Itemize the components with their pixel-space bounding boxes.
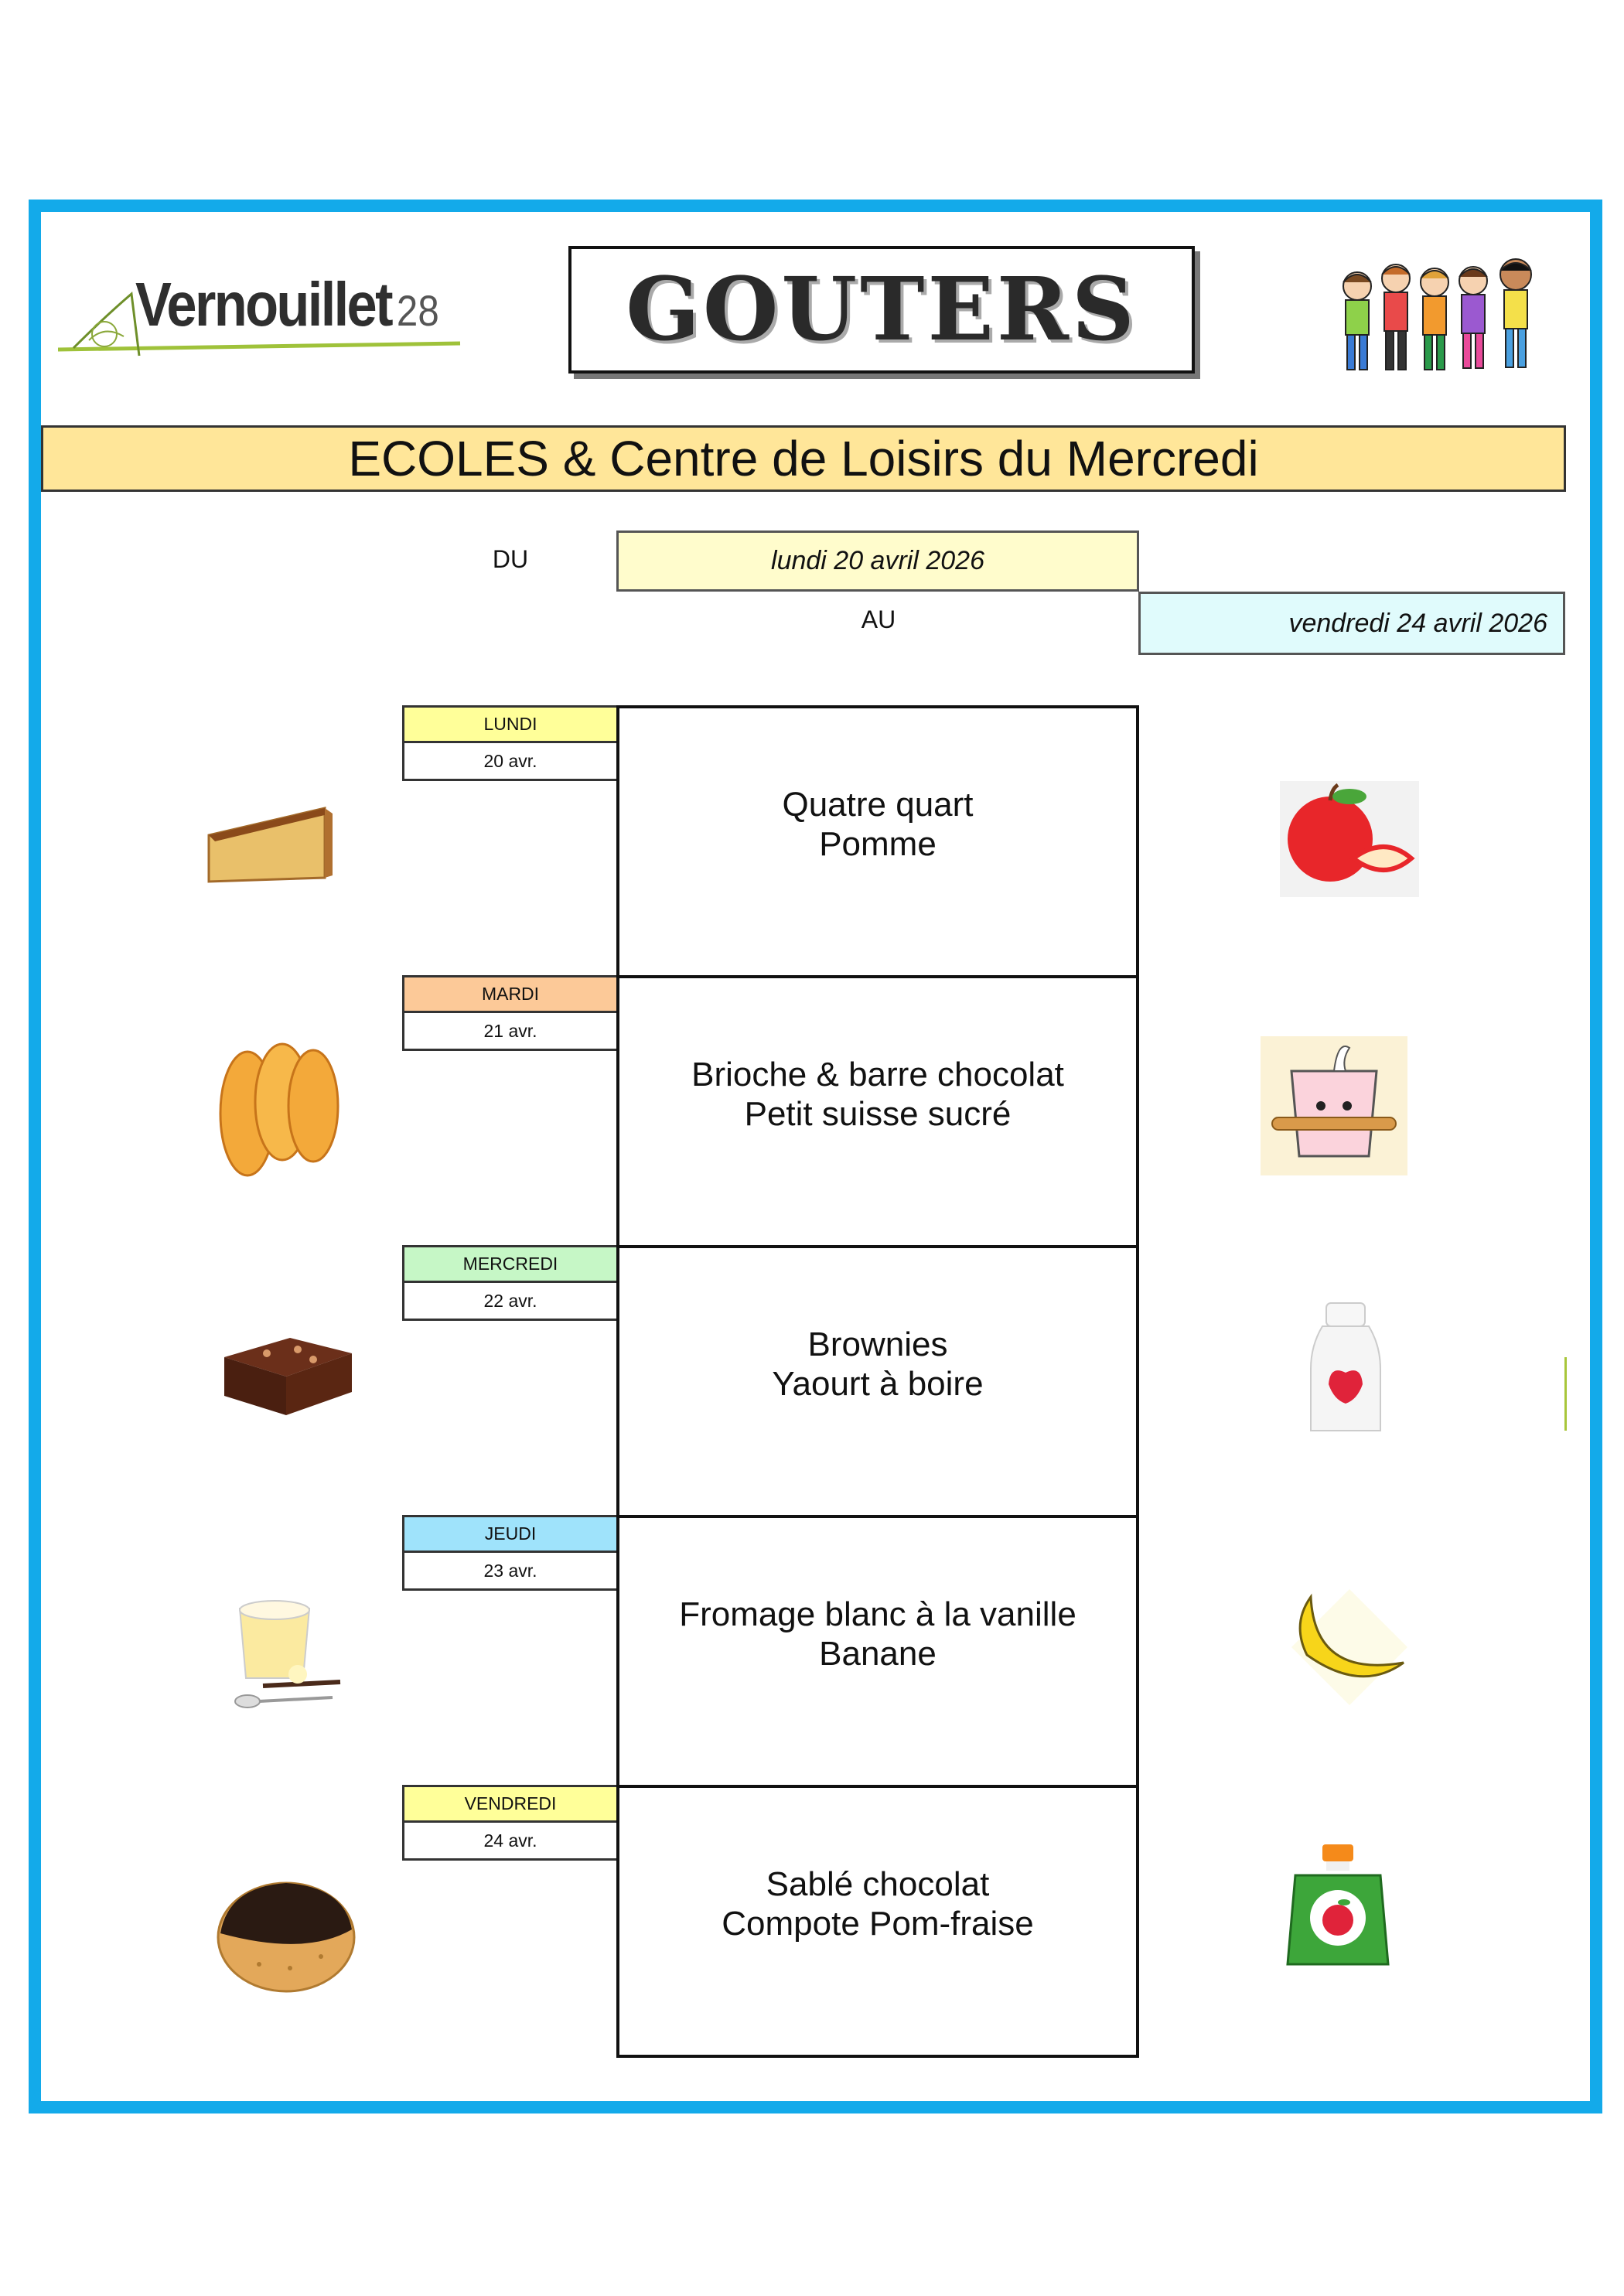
vernouillet-logo bbox=[58, 263, 476, 363]
day-name-mardi: MARDI bbox=[402, 975, 619, 1013]
day-date-mercredi: 22 avr. bbox=[402, 1283, 619, 1321]
banana-icon bbox=[1276, 1578, 1423, 1725]
day-name-lundi: LUNDI bbox=[402, 705, 619, 743]
day-date-jeudi: 23 avr. bbox=[402, 1553, 619, 1591]
menu-item-2: Banane bbox=[819, 1634, 937, 1673]
yogurt-cup-icon bbox=[1261, 1032, 1407, 1179]
day-name-mercredi: MERCREDI bbox=[402, 1245, 619, 1283]
apple-icon bbox=[1276, 773, 1423, 920]
chocolate-biscuit-icon bbox=[213, 1871, 360, 2018]
menu-box-jeudi bbox=[616, 1515, 1139, 1788]
logo-wordmark: Vernouillet 28 bbox=[135, 270, 439, 339]
compote-pouch-icon bbox=[1264, 1841, 1411, 1987]
brioche-icon bbox=[209, 1036, 356, 1183]
day-date-vendredi: 24 avr. bbox=[402, 1823, 619, 1861]
to-label: AU bbox=[861, 606, 896, 633]
pound-cake-icon bbox=[201, 773, 348, 920]
page-title: GOUTERS bbox=[626, 259, 1138, 360]
from-date: lundi 20 avril 2026 bbox=[616, 531, 1139, 592]
menu-box-vendredi bbox=[616, 1785, 1139, 2058]
menu-item-1: Brioche & barre chocolat bbox=[691, 1056, 1064, 1093]
menu-item-1: Sablé chocolat bbox=[766, 1865, 990, 1903]
side-marker bbox=[1564, 1357, 1567, 1431]
menu-item-1: Quatre quart bbox=[782, 786, 974, 824]
day-name-jeudi: JEUDI bbox=[402, 1515, 619, 1553]
menu-item-2: Pomme bbox=[819, 824, 937, 863]
title-box bbox=[568, 246, 1195, 374]
day-date-lundi: 20 avr. bbox=[402, 743, 619, 781]
menu-item-2: Petit suisse sucré bbox=[744, 1094, 1012, 1133]
drinking-yogurt-icon bbox=[1284, 1299, 1431, 1446]
to-date: vendredi 24 avril 2026 bbox=[1138, 592, 1565, 655]
menu-item-2: Compote Pom-fraise bbox=[722, 1904, 1034, 1943]
day-name-vendredi: VENDREDI bbox=[402, 1785, 619, 1823]
children-group-icon bbox=[1322, 251, 1554, 387]
menu-item-1: Brownies bbox=[807, 1325, 948, 1363]
from-label: DU bbox=[492, 545, 529, 573]
day-date-mardi: 21 avr. bbox=[402, 1013, 619, 1051]
menu-box-mercredi bbox=[616, 1245, 1139, 1518]
menu-item-2: Yaourt à boire bbox=[772, 1364, 984, 1403]
menu-box-lundi bbox=[616, 705, 1139, 978]
menu-item-1: Fromage blanc à la vanille bbox=[679, 1595, 1076, 1633]
brownie-icon bbox=[213, 1299, 360, 1446]
menu-box-mardi bbox=[616, 975, 1139, 1248]
subtitle-banner: ECOLES & Centre de Loisirs du Mercredi bbox=[41, 425, 1566, 492]
vanilla-fromage-blanc-icon bbox=[217, 1593, 363, 1740]
